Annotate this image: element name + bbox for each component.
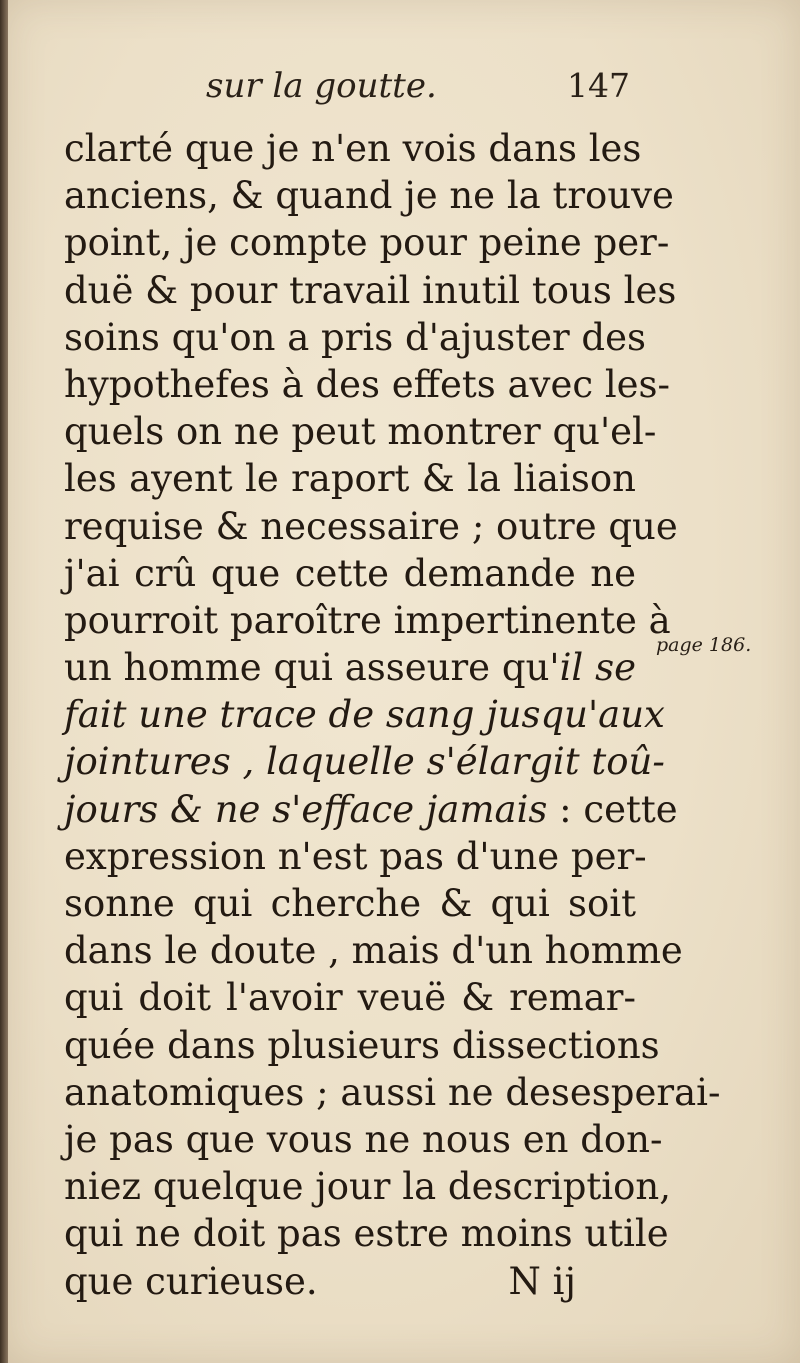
text-line-content: niez quelque jour la description, <box>64 1165 671 1209</box>
page-header <box>64 66 636 126</box>
text-line <box>64 1069 721 1116</box>
text-line-content: clarté que je n'en vois dans les <box>64 127 642 170</box>
text-line <box>64 597 671 644</box>
text-line <box>64 267 677 314</box>
text-line <box>64 1116 663 1163</box>
text-line <box>64 361 671 408</box>
text-line <box>64 172 674 219</box>
text-line <box>64 125 642 172</box>
text-line-content: requise & necessaire ; outre que <box>64 504 678 548</box>
text-line-content: j'ai crû que cette demande ne <box>64 551 636 595</box>
text-line-content: quée dans plusieurs dissections <box>64 1023 660 1067</box>
text-line-content: dans le doute , mais d'un homme <box>64 929 683 973</box>
page-number: 147 <box>567 66 630 105</box>
text-line <box>64 1163 671 1210</box>
text-line-content: soins qu'on a pris d'ajuster des <box>64 315 646 359</box>
text-line-content: un homme qui asseure qu'il se <box>64 646 636 690</box>
running-title: sur la goutte. <box>206 66 437 106</box>
text-line <box>64 550 636 597</box>
text-line-content: duë & pour travail inutil tous les <box>64 268 677 312</box>
text-line-content: que curieuse. <box>64 1259 318 1303</box>
text-line <box>64 691 665 738</box>
text-line-content: anciens, & quand je ne la trouve <box>64 174 674 218</box>
text-line <box>64 738 665 785</box>
text-line <box>64 833 647 880</box>
text-line-content: je pas que vous ne nous en don- <box>64 1117 663 1161</box>
text-line <box>64 974 636 1021</box>
margin-note: page 186. <box>656 634 752 656</box>
text-line-content: expression n'est pas d'une per- <box>64 834 647 878</box>
text-line <box>64 408 657 455</box>
text-line-content: hypothefes à des effets avec les- <box>64 362 671 406</box>
text-line-content: quels on ne peut montrer qu'el- <box>64 410 657 454</box>
text-line <box>64 219 670 266</box>
text-line-content: jours & ne s'efface jamais : cette <box>64 787 678 831</box>
binding-gutter <box>0 0 8 1363</box>
text-line-content: anatomiques ; aussi ne desesperai- <box>64 1070 721 1114</box>
text-line <box>64 786 678 833</box>
text-line-content: sonne qui cherche & qui soit <box>64 882 636 925</box>
text-line <box>64 644 636 691</box>
book-page <box>6 0 800 1363</box>
text-line-content: jointures , laquelle s'élargit toû- <box>64 740 665 784</box>
text-line <box>64 503 678 550</box>
text-line-content: fait une trace de sang jusqu'aux <box>64 693 665 737</box>
text-line <box>64 1210 669 1257</box>
text-line-content: les ayent le raport & la liaison <box>64 457 636 501</box>
text-line <box>64 314 646 361</box>
text-line-content: qui ne doit pas estre moins utile <box>64 1212 669 1256</box>
text-line <box>64 880 636 927</box>
signature-mark: N ij <box>508 1259 576 1303</box>
text-line-content: point, je compte pour peine per- <box>64 221 670 265</box>
text-line <box>64 455 636 502</box>
text-line <box>64 1258 636 1305</box>
text-line-content: qui doit l'avoir veuë & remar- <box>64 976 636 1020</box>
text-line <box>64 1022 660 1069</box>
text-line-content: pourroit paroître impertinente à <box>64 598 671 642</box>
text-line <box>64 927 683 974</box>
